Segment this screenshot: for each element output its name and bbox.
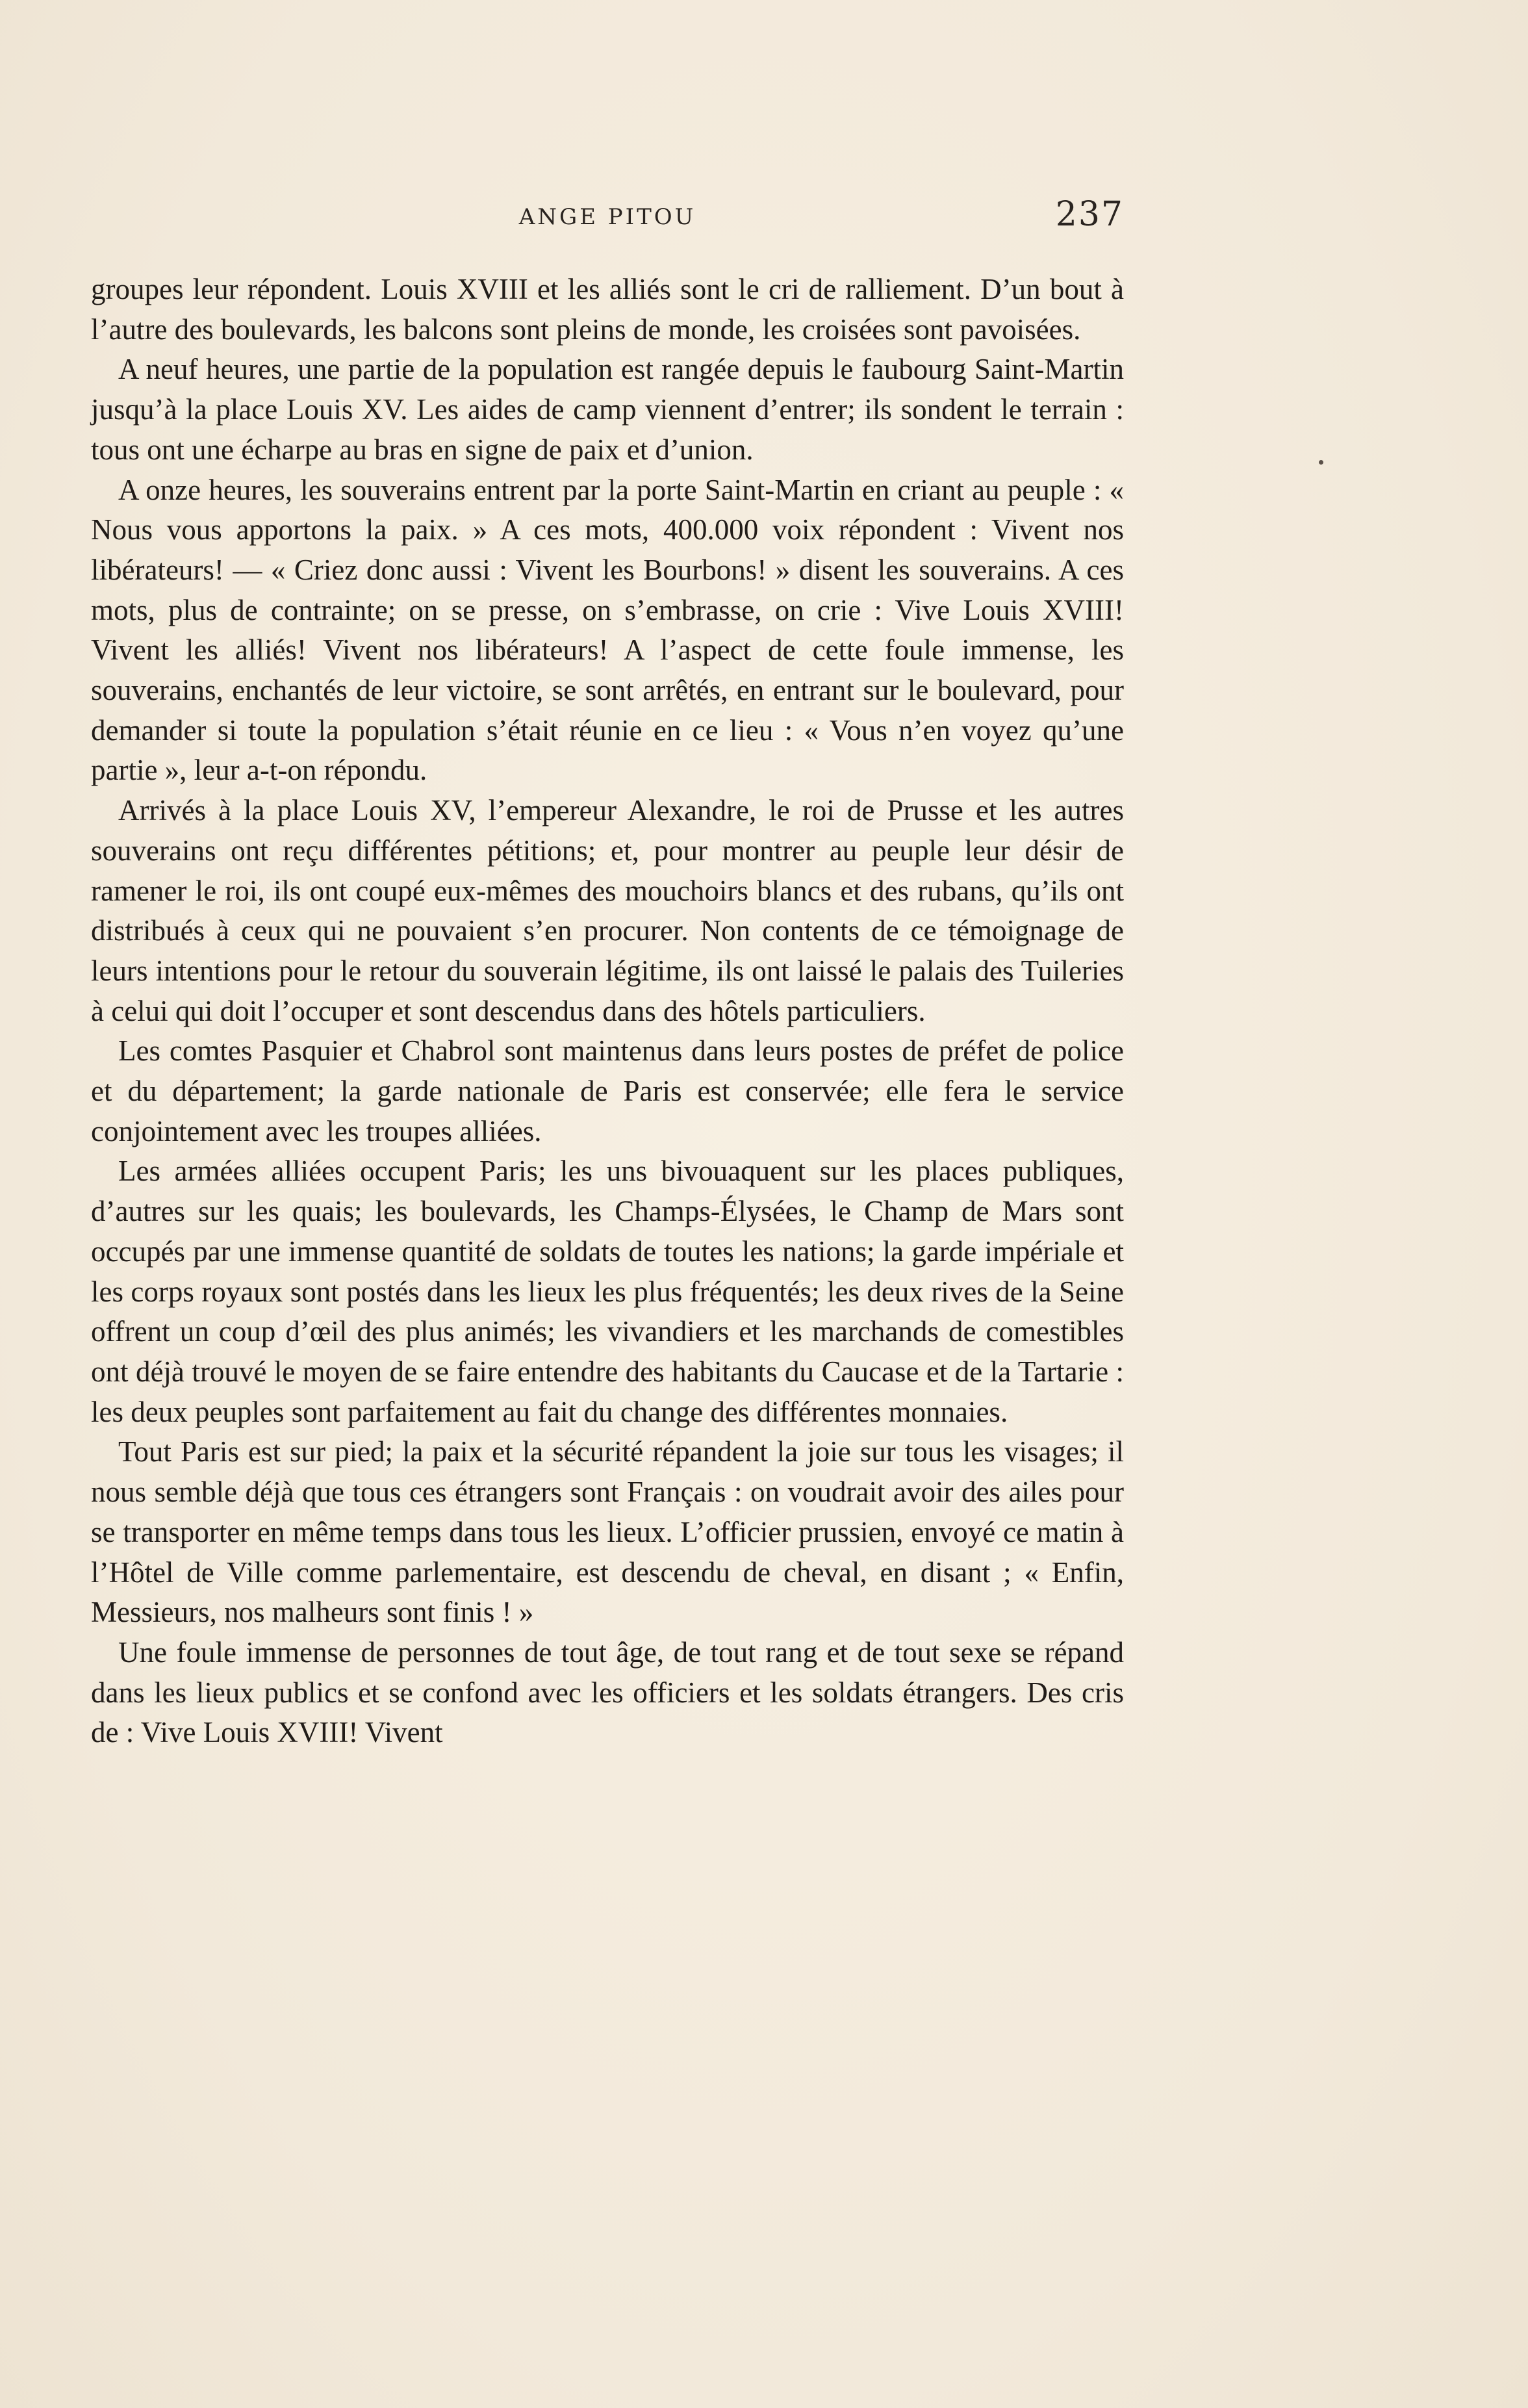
paragraph: Les armées alliées occupent Paris; les uns bivouaquent sur les places publiques, d’autres sur les quais; les boulevards, les Champs-Élysées, le Champ de Mars sont occupés par une immense quantité de soldats de toutes les nations; la garde impériale et les corps royaux sont postés dans les lieux les plus fréquentés; les deux rives de la Seine offrent un coup d’œil des plus animés; les vivandiers et les marchands de comestibles ont déjà trouvé le moyen de se faire entendre des habitants du Caucase et de la Tartarie : les deux peuples sont parfaitement au fait du change des différentes monnaies. [91,1155,1124,1428]
paragraph: A onze heures, les souverains entrent par la porte Saint-Martin en criant au peuple : « Nous vous apportons la paix. » A ces mots, 400.000 voix répondent : Vivent nos libérateurs! — « Criez donc aussi : Vivent les Bourbons! » disent les souverains. A ces mots, plus de contrainte; on se presse, on s’embrasse, on crie : Vive Louis XVIII! Vivent les alliés! Vivent nos libérateurs! A l’aspect de cette foule immense, les souverains, enchantés de leur victoire, se sont arrêtés, en entrant sur le boulevard, pour demander si toute la population s’était réunie en ce lieu : « Vous n’en voyez qu’une partie », leur a-t-on répondu. [91,473,1124,787]
page-number: 237 [1055,195,1124,234]
paragraph: Tout Paris est sur pied; la paix et la sécurité répandent la joie sur tous les visages; il nous semble déjà que tous ces étrangers sont Français : on voudrait avoir des ailes pour se transporter en même temps dans tous les lieux. L’officier prussien, envoyé ce matin à l’Hôtel de Ville comme parlementaire, est descendu de cheval, en disant ; « Enfin, Messieurs, nos malheurs sont finis ! » [91,1435,1124,1629]
paragraph: Arrivés à la place Louis XV, l’empereur Alexandre, le roi de Prusse et les autres souverains ont reçu différentes pétitions; et, pour montrer au peuple leur désir de ramener le roi, ils ont coupé eux-mêmes des mouchoirs blancs et des rubans, qu’ils ont distribués à ceux qui ne pouvaient s’en procurer. Non contents de ce témoignage de leurs intentions pour le retour du souverain légitime, ils ont laissé le palais des Tuileries à celui qui doit l’occuper et sont descendus dans des hôtels particuliers. [91,794,1124,1027]
body-text [91,270,1124,1753]
paragraph: Les comtes Pasquier et Chabrol sont maintenus dans leurs postes de préfet de police et du département; la garde nationale de Paris est conservée; elle fera le service conjointement avec les troupes alliées. [91,1034,1124,1147]
paragraph-continuation: groupes leur répondent. Louis XVIII et les alliés sont le cri de ralliement. D’un bout à l’autre des boulevards, les balcons sont pleins de monde, les croisées sont pavoisées. [91,273,1124,346]
paragraph: A neuf heures, une partie de la population est rangée depuis le faubourg Saint-Martin jusqu’à la place Louis XV. Les aides de camp viennent d’entrer; ils sondent le terrain : tous ont une écharpe au bras en signe de paix et d’union. [91,353,1124,466]
paragraph: Une foule immense de personnes de tout âge, de tout rang et de tout sexe se répand dans les lieux publics et se confond avec les officiers et les soldats étrangers. Des cris de : Vive Louis XVIII! Vivent [91,1635,1124,1749]
running-head [91,195,1124,247]
paper-speck [1319,460,1323,465]
running-title: ANGE PITOU [518,204,696,230]
